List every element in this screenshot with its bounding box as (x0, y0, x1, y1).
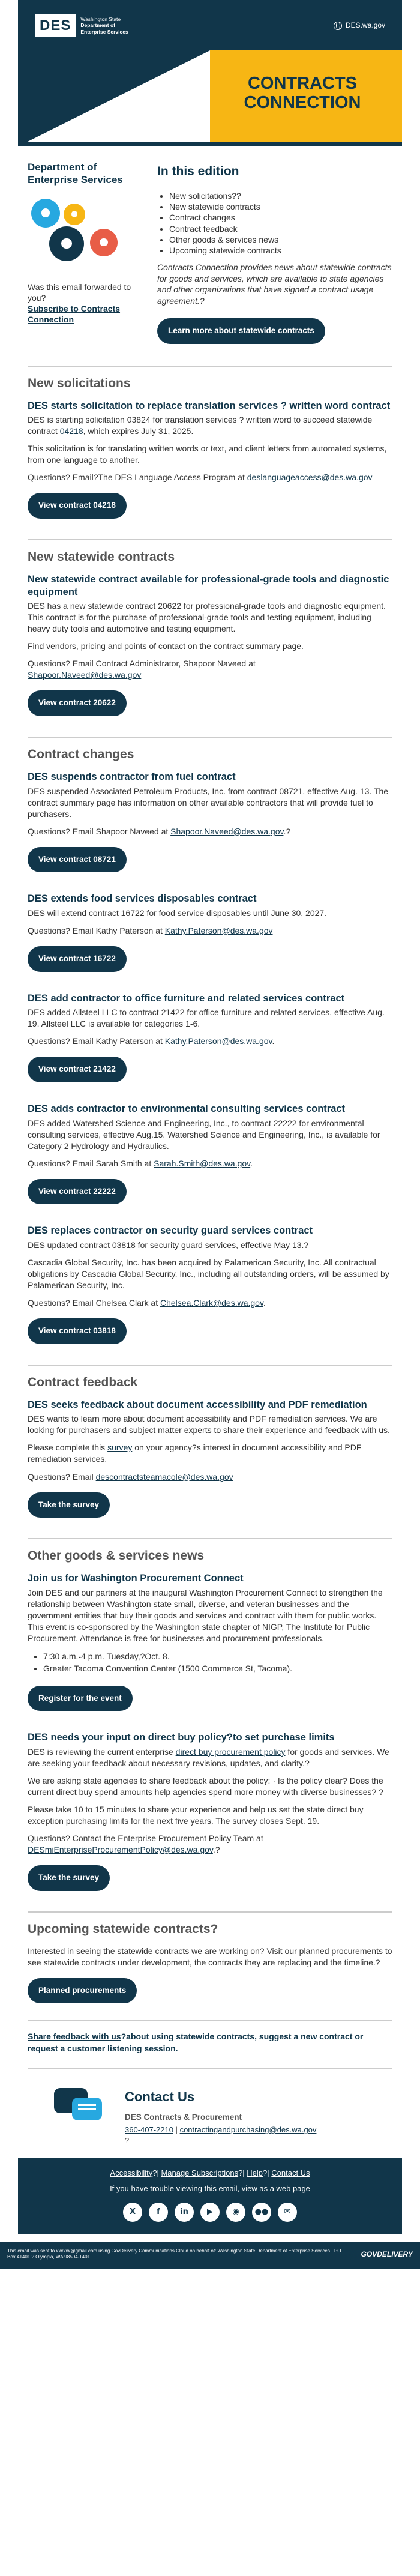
phone-link[interactable]: 360-407-2210 (125, 2125, 173, 2134)
divider (28, 1365, 392, 1366)
section-upcoming (18, 1921, 402, 2007)
x-twitter-icon[interactable]: X (123, 2203, 142, 2222)
item-questions: Questions? Email?The DES Language Access Program at deslanguageaccess@des.wa.gov (28, 472, 373, 483)
item-questions: Questions? Email descontractsteamacole@des.wa.gov (28, 1471, 233, 1482)
youtube-icon[interactable]: ▶ (200, 2203, 220, 2222)
navy-gear-icon (49, 226, 84, 261)
item-paragraph: Please take 10 to 15 minutes to share your experience and help us set the state direct buy exception purchasing limits for the next five years. The survey closes Sept. 19. (28, 1804, 364, 1826)
item-paragraph: DES added Allsteel LLC to contract 21422 for office furniture and related services, effective Aug. 19. Allsteel LLC is available for categories 1-6. (28, 1007, 385, 1029)
contact-email-link[interactable]: contractingandpurchasing@des.wa.gov (179, 2125, 317, 2134)
sent-to-notice: This email was sent to xxxxxx@gmail.com using GovDelivery Communications Cloud on behalf of: Washington State Department of Enterprise Services · PO Box 41401 ? Olympia, WA 98504-1401 (7, 2248, 341, 2260)
red-gear-icon (90, 229, 118, 256)
divider (28, 366, 392, 367)
trouble-viewing: If you have trouble viewing this email, view as a web page (110, 2183, 310, 2193)
item-paragraph: DES wants to learn more about document accessibility and PDF remediation services. We are looking for purchasers and subject matter experts to share their experience and feedback with us. (28, 1414, 390, 1435)
email-link[interactable]: Kathy.Paterson@des.wa.gov (164, 1036, 272, 1046)
chat-bubbles-icon (54, 2088, 104, 2129)
forwarded-question: Was this email forwarded to you? (28, 282, 131, 303)
divider (28, 1911, 392, 1913)
take-survey-button-2[interactable]: Take the survey (28, 1865, 110, 1891)
divider (28, 737, 392, 738)
edition-item: • New solicitations?? (169, 190, 392, 201)
email-container (18, 0, 402, 2234)
event-detail: • 7:30 a.m.-4 p.m. Tuesday,?Oct. 8. (43, 1650, 392, 1662)
edition-item: • Upcoming statewide contracts (169, 245, 392, 256)
intro (18, 146, 402, 352)
social-links (25, 2203, 395, 2222)
divider (28, 1538, 392, 1539)
item-title: DES seeks feedback about document accessibility and PDF remediation (28, 1399, 367, 1410)
item-questions: Questions? Email Kathy Paterson at Kathy.Paterson@des.wa.gov. (28, 1036, 275, 1046)
view-contract-20622-button[interactable]: View contract 20622 (28, 690, 127, 716)
site-link-text: DES.wa.gov (345, 21, 385, 30)
intro-description: Contracts Connection provides news about statewide contracts for goods and services, which are available to state agencies and other organizations that have signed a contract usage agreement.? (157, 262, 392, 306)
item-questions: Questions? Contact the Enterprise Procurement Policy Team at DESmiEnterpriseProcurementPolicy@des.wa.gov.? (28, 1833, 263, 1854)
section-title: New statewide contracts (28, 549, 175, 564)
facebook-icon[interactable]: f (149, 2203, 168, 2222)
item-title: DES needs your input on direct buy policy?to set purchase limits (28, 1732, 335, 1743)
section-title: Upcoming statewide contracts? (28, 1922, 218, 1936)
web-page-link[interactable]: web page (276, 2183, 310, 2193)
item-title: Join us for Washington Procurement Connect (28, 1573, 244, 1584)
planned-procurements-button[interactable]: Planned procurements (28, 1978, 137, 2004)
share-feedback-link[interactable]: Share feedback with us (28, 2032, 121, 2042)
banner-bottom-bar (18, 142, 402, 146)
linkedin-icon[interactable]: in (175, 2203, 194, 2222)
item-paragraph: Find vendors, pricing and points of contact on the contract summary page. (28, 641, 304, 651)
item-questions: Questions? Email Contract Administrator, Shapoor Naveed at Shapoor.Naveed@des.wa.gov (28, 659, 256, 680)
item-title: New statewide contract available for professional-grade tools and diagnostic equipment (28, 573, 389, 597)
feedback-item (28, 1399, 392, 1521)
item-title: DES extends food services disposables contract (28, 893, 257, 905)
section-title: Other goods & services news (28, 1549, 205, 1563)
contract-link[interactable]: 04218 (59, 426, 83, 436)
item-paragraph: We are asking state agencies to share feedback about the policy: · Is the policy clear? Does the current direct buy spend amounts help agencies spend more money with diverse businesses? ? (28, 1775, 383, 1797)
email-link[interactable]: descontractsteamacole@des.wa.gov (95, 1471, 233, 1482)
govdelivery-bar (0, 2242, 420, 2270)
site-link[interactable] (334, 20, 385, 31)
email-link[interactable]: Shapoor.Naveed@des.wa.gov (170, 826, 284, 836)
item-questions: Questions? Email Kathy Paterson at Kathy.Paterson@des.wa.gov (28, 926, 273, 935)
item-paragraph: DES has a new statewide contract 20622 for professional-grade tools and diagnostic equipment. This contract is for the purchase of professional-grade tools and testing equipment, including heavy duty tools and automotive and testing equipment. (28, 601, 386, 634)
forwarded-note (28, 282, 148, 325)
subscribe-link[interactable]: Subscribe to Contracts Connection (28, 303, 121, 325)
change-item (28, 992, 392, 1086)
email-link[interactable]: Kathy.Paterson@des.wa.gov (164, 926, 273, 935)
item-paragraph: DES is starting solicitation 03824 for translation services ? written word to succeed statewide contract 04218, which expires July 31, 2025. (28, 415, 373, 436)
help-link[interactable]: Help (247, 2168, 263, 2177)
contact-block (18, 2077, 402, 2158)
event-details (28, 1650, 392, 1675)
email-link[interactable]: Chelsea.Clark@des.wa.gov (160, 1298, 263, 1308)
survey-link[interactable]: survey (107, 1443, 133, 1453)
section-title: New solicitations (28, 376, 131, 390)
item-title: DES replaces contractor on security guard services contract (28, 1225, 313, 1237)
gears-illustration (28, 196, 130, 276)
item-title: DES add contractor to office furniture and related services contract (28, 992, 345, 1004)
edition-item: • Contract changes (169, 212, 392, 223)
banner-navy-triangle (18, 50, 210, 146)
section-other-news (18, 1548, 402, 1894)
flickr-icon[interactable]: ●● (252, 2203, 271, 2222)
contact-name: DES Contracts & Procurement (125, 2113, 242, 2122)
section-solicitations (18, 375, 402, 522)
intro-right (157, 161, 392, 348)
view-contract-04218-button[interactable]: View contract 04218 (28, 493, 127, 519)
edition-item: • Contract feedback (169, 223, 392, 234)
instagram-icon[interactable]: ◉ (226, 2203, 245, 2222)
item-paragraph: DES added Watershed Science and Engineering, Inc., to contract 22222 for environmental consulting services, effective Aug.15. Watershed Science and Engineering, Inc., is available for Category 2 Hydrology and Hydraulics. (28, 1118, 380, 1151)
section-feedback (18, 1374, 402, 1521)
divider (28, 539, 392, 540)
email-header (18, 0, 402, 50)
item-paragraph: Please complete this survey on your agency?s interest in document accessibility and PDF remediation services. (28, 1443, 362, 1464)
item-paragraph: DES updated contract 03818 for security guard services, effective May 13.? (28, 1240, 309, 1250)
logo-mark: DES (35, 14, 76, 37)
take-survey-button[interactable]: Take the survey (28, 1492, 110, 1518)
view-contract-08721-button[interactable]: View contract 08721 (28, 847, 127, 873)
section-new-contracts (18, 549, 402, 720)
contact-details (125, 2088, 316, 2146)
item-paragraph: DES will extend contract 16722 for food service disposables until June 30, 2027. (28, 908, 327, 918)
item-questions: Questions? Email Chelsea Clark at Chelsea.Clark@des.wa.gov. (28, 1298, 266, 1308)
view-contract-16722-button[interactable]: View contract 16722 (28, 946, 127, 972)
change-item (28, 1103, 392, 1208)
section-title: Contract feedback (28, 1375, 138, 1389)
footer-links: Accessibility?| Manage Subscriptions?| Help?| Contact Us (110, 2168, 310, 2177)
banner-title: CONTRACTS CONNECTION (244, 74, 361, 112)
email-link[interactable]: deslanguageaccess@des.wa.gov (247, 472, 373, 483)
accessibility-link[interactable]: Accessibility (110, 2168, 153, 2177)
solicitation-item (28, 400, 392, 522)
item-paragraph: DES is reviewing the current enterprise direct buy procurement policy for goods and services. We are seeking your feedback about necessary revisions, updates, and clarity.? (28, 1746, 389, 1768)
change-item (28, 771, 392, 876)
new-contract-item (28, 573, 392, 720)
logo-line3: Enterprise Services (80, 28, 128, 35)
item-paragraph: DES suspended Associated Petroleum Products, Inc. from contract 08721, effective Aug. 13. The contract summary page has information on other available contractors that will provide fuel to purchasers. (28, 786, 389, 819)
section-title: Contract changes (28, 747, 134, 761)
logo-line1: Washington State (80, 16, 121, 23)
view-contract-21422-button[interactable]: View contract 21422 (28, 1057, 127, 1082)
edition-list (157, 190, 392, 256)
contact-line: 360-407-2210 | contractingandpurchasing@des.wa.gov ? (125, 2125, 317, 2145)
yellow-gear-icon (64, 204, 85, 225)
govdelivery-logo: GOVDELIVERY (361, 2250, 413, 2259)
des-logo[interactable] (35, 14, 128, 37)
item-questions: Questions? Email Sarah Smith at Sarah.Smith@des.wa.gov. (28, 1158, 253, 1168)
item-title: DES adds contractor to environmental consulting services contract (28, 1103, 346, 1114)
share-feedback: Share feedback with us?about using statewide contracts, suggest a new contract or request a customer listening session. (28, 2032, 364, 2053)
logo-line2: Department of (80, 22, 115, 29)
register-button[interactable]: Register for the event (28, 1686, 133, 1712)
change-item (28, 1225, 392, 1347)
policy-link[interactable]: direct buy procurement policy (175, 1746, 286, 1757)
view-contract-03818-button[interactable]: View contract 03818 (28, 1318, 127, 1344)
globe-icon (334, 22, 342, 30)
email-icon[interactable]: ✉ (278, 2203, 297, 2222)
manage-subscriptions-link[interactable]: Manage Subscriptions (161, 2168, 239, 2177)
email-link[interactable]: Shapoor.Naveed@des.wa.gov (28, 670, 142, 680)
intro-left (28, 161, 148, 348)
edition-item: • Other goods & services news (169, 234, 392, 245)
divider (28, 2068, 392, 2069)
edition-title: In this edition (157, 164, 239, 178)
email-link[interactable]: DESmiEnterpriseProcurementPolicy@des.wa.gov (28, 1844, 213, 1854)
news-item (28, 1572, 392, 1715)
divider (28, 2020, 392, 2021)
item-paragraph: This solicitation is for translating written words or text, and client letters from automated systems, from one language to another. (28, 444, 387, 465)
item-paragraph: Interested in seeing the statewide contracts we are working on? Visit our planned procurements to see statewide contracts under development, the contracts they are replacing and the timeline.? (28, 1946, 392, 1967)
item-paragraph: Join DES and our partners at the inaugural Washington Procurement Connect to strengthen the relationship between Washington state small, diverse, and veteran businesses and the government entities that buy their goods and services and contract with them for public works. This event is co-sponsored by the Washington state chapter of NIGP, The Institute for Public Procurement. Attendance is free for businesses and procurement professionals. (28, 1587, 383, 1643)
email-link[interactable]: Sarah.Smith@des.wa.gov (154, 1158, 251, 1168)
event-detail: • Greater Tacoma Convention Center (1500 Commerce St, Tacoma). (43, 1662, 392, 1674)
item-paragraph: Cascadia Global Security, Inc. has been acquired by Palamerican Security, Inc. All contractual obligations by Cascadia Global Security, Inc., including all outstanding orders, will be assumed by Palamerican Security, Inc. (28, 1258, 389, 1291)
banner (18, 50, 402, 146)
item-title: DES starts solicitation to replace translation services ? written word contract (28, 400, 391, 411)
item-questions: Questions? Email Shapoor Naveed at Shapoor.Naveed@des.wa.gov.? (28, 826, 291, 836)
change-item (28, 893, 392, 975)
learn-more-button[interactable]: Learn more about statewide contracts (157, 318, 325, 344)
blue-gear-icon (31, 199, 60, 228)
edition-item: • New statewide contracts (169, 201, 392, 212)
view-contract-22222-button[interactable]: View contract 22222 (28, 1179, 127, 1205)
news-item (28, 1731, 392, 1895)
dept-name: Department of Enterprise Services (28, 161, 123, 186)
footer (18, 2158, 402, 2234)
contact-title: Contact Us (125, 2089, 195, 2104)
section-contract-changes (18, 746, 402, 1348)
item-title: DES suspends contractor from fuel contract (28, 771, 236, 782)
footer-contact-link[interactable]: Contact Us (271, 2168, 310, 2177)
